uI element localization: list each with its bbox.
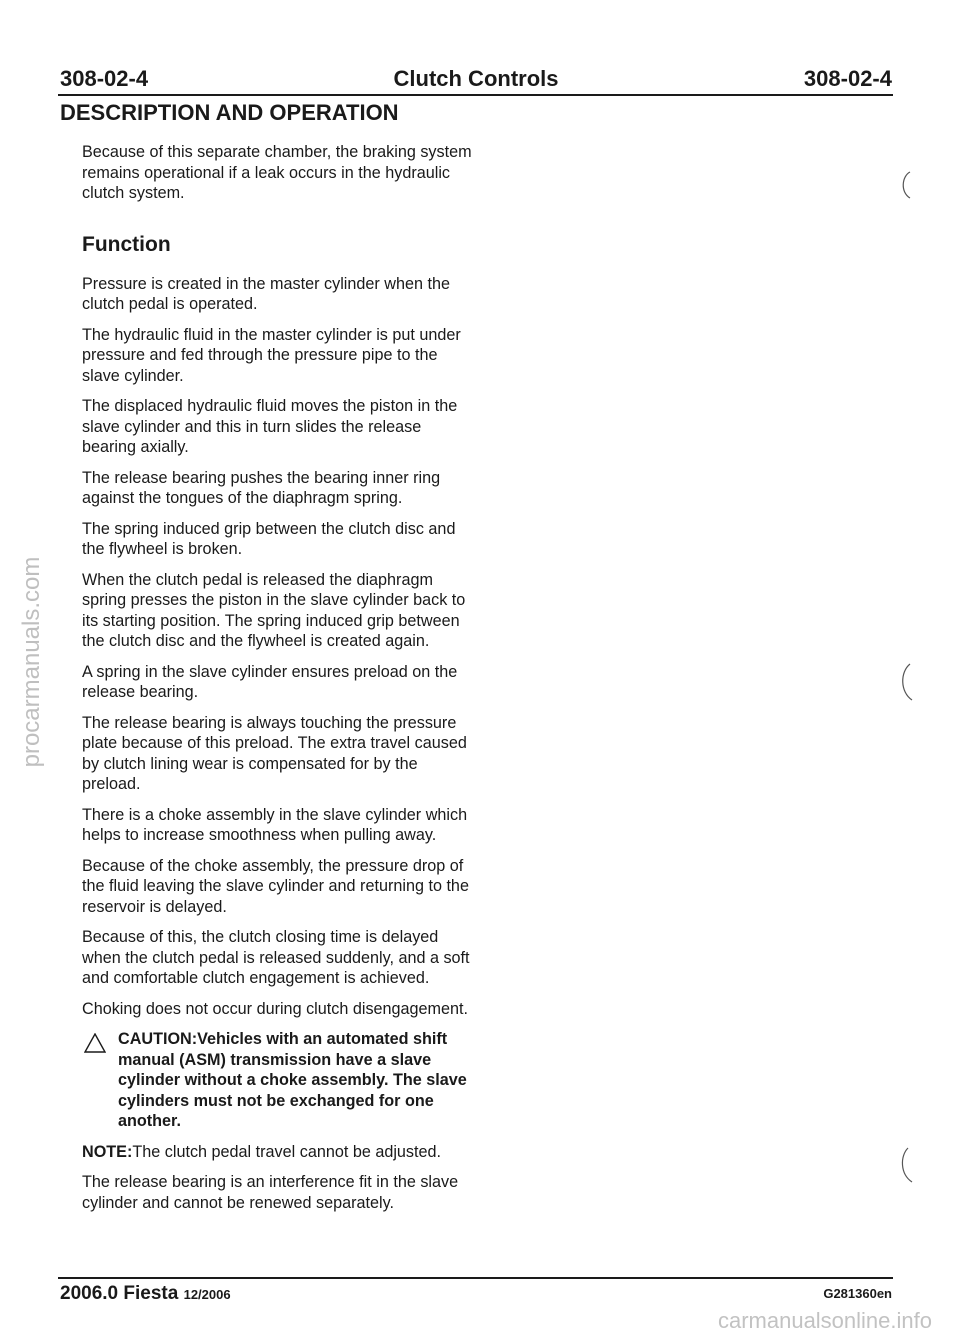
paragraph: The spring induced grip between the clutch disc and the flywheel is broken.	[82, 519, 456, 558]
margin-scan-mark	[896, 166, 936, 206]
header-section-number-right: 308-02-4	[803, 66, 892, 91]
paragraph: Because of this, the clutch closing time is delayed when the clutch pedal is released suddenly, and a soft and comfortable clutch engagement is achieved.	[82, 928, 470, 987]
warning-triangle-icon	[84, 1033, 106, 1059]
page-header	[60, 66, 892, 96]
footer-rule	[58, 1277, 893, 1279]
paragraph: Choking does not occur during clutch disengagement.	[82, 999, 469, 1018]
function-heading: Function	[82, 232, 171, 256]
footer-model	[60, 1283, 231, 1305]
paragraph: Pressure is created in the master cylinder when the clutch pedal is operated.	[82, 274, 450, 313]
paragraph: The release bearing is always touching the pressure plate because of this preload. The extra travel caused by clutch lining wear is compensated for by the preload.	[82, 713, 467, 793]
footer-doc-code: G281360en	[823, 1286, 892, 1301]
paragraph: When the clutch pedal is released the diaphragm spring presses the piston in the slave cylinder back to its starting position. The spring induced grip between the clutch disc and the flywheel is created again.	[82, 570, 466, 650]
note-paragraph	[82, 1142, 474, 1163]
bottom-watermark: carmanualsonline.info	[717, 1308, 932, 1333]
margin-scan-mark	[896, 1142, 936, 1188]
final-paragraph: The release bearing is an interference fit in the slave cylinder and cannot be renewed separately.	[82, 1173, 459, 1212]
footer-model-year: 2006.0 Fiesta	[60, 1283, 179, 1304]
paragraph: The hydraulic fluid in the master cylinder is put under pressure and fed through the pressure pipe to the slave cylinder.	[82, 325, 461, 385]
section-title: DESCRIPTION AND OPERATION	[60, 100, 399, 125]
paragraph: Because of the choke assembly, the pressure drop of the fluid leaving the slave cylinder and returning to the reservoir is delayed.	[82, 856, 469, 916]
note-text: The clutch pedal travel cannot be adjusted.	[132, 1142, 442, 1161]
side-watermark: procarmanuals.com	[18, 556, 45, 768]
footer-date: 12/2006	[183, 1287, 231, 1302]
paragraph: There is a choke assembly in the slave cylinder which helps to increase smoothness when pulling away.	[82, 805, 468, 844]
caution-block	[82, 1029, 474, 1132]
intro-paragraph: Because of this separate chamber, the braking system remains operational if a leak occurs in the hydraulic clutch system.	[82, 143, 472, 202]
paragraph: A spring in the slave cylinder ensures preload on the release bearing.	[82, 662, 458, 701]
body-column	[82, 142, 474, 1223]
paragraph: The release bearing pushes the bearing inner ring against the tongues of the diaphragm spring.	[82, 468, 441, 507]
margin-scan-mark	[896, 658, 936, 708]
header-title: Clutch Controls	[393, 66, 559, 91]
header-rule	[58, 94, 893, 96]
caution-text: CAUTION:Vehicles with an automated shift manual (ASM) transmission have a slave cylinder without a choke assembly. The slave cylinders must not be exchanged for one another.	[118, 1030, 467, 1130]
note-label: NOTE:	[82, 1142, 133, 1161]
header-section-number-left: 308-02-4	[60, 66, 149, 91]
paragraph: The displaced hydraulic fluid moves the piston in the slave cylinder and this in turn slides the release bearing axially.	[82, 397, 458, 456]
